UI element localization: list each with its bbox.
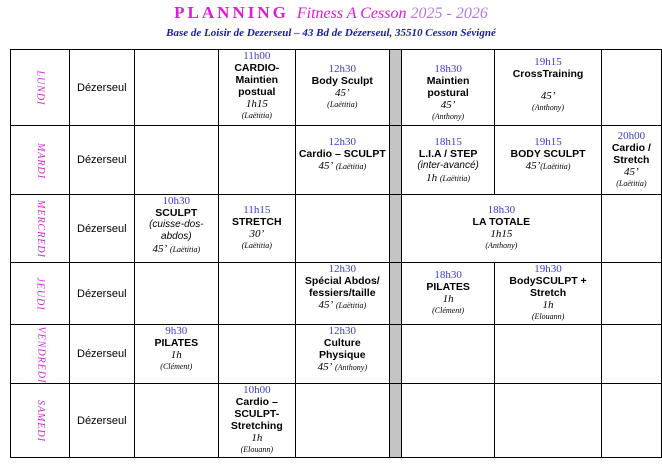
class-cell: [218, 384, 295, 458]
class-duration: 1h15: [245, 98, 268, 110]
class-cell: [495, 126, 601, 195]
title-season: 2025 - 2026: [410, 5, 488, 22]
class-name: Spécial Abdos/ fessiers/taille: [304, 275, 380, 299]
class-time: 19h30: [534, 263, 562, 275]
class-cell: [134, 195, 218, 263]
class-name: Body Sculpt: [311, 75, 373, 87]
class-duration-coach: [135, 243, 218, 256]
class-coach: (Clément): [432, 306, 465, 315]
class-coach: (Clément): [160, 362, 193, 371]
lunch-separator: [389, 263, 401, 325]
class-duration: 30’: [249, 228, 265, 240]
class-coach: (Elouann): [240, 445, 274, 454]
day-label-samedi: SAMEDI: [11, 384, 70, 458]
class-cell: [134, 325, 218, 384]
class-cell: [295, 50, 389, 126]
class-time: 18h30: [434, 269, 462, 281]
row-mardi: [11, 126, 662, 195]
class-coach: (Laëtitia): [241, 241, 272, 250]
class-duration: 1h15: [490, 228, 513, 240]
empty-cell: [218, 263, 295, 325]
class-coach: (Laëtitia): [327, 100, 358, 109]
address-subtitle: Base de Loisir de Dezerseul – 43 Bd de Dézerseul, 35510 Cesson Sévigné: [166, 27, 496, 39]
class-time: 18h30: [434, 63, 462, 75]
location-cell: Dézerseul: [70, 195, 135, 263]
class-duration: 45’: [525, 160, 541, 172]
class-duration-coach: [296, 160, 389, 173]
empty-cell: [401, 325, 494, 384]
class-name: CrossTraining: [512, 68, 584, 80]
page-title: [0, 3, 662, 23]
class-duration: 45’: [540, 90, 556, 102]
class-time: 9h30: [165, 325, 188, 337]
row-samedi: [11, 384, 662, 458]
row-vendredi: [11, 325, 662, 384]
class-time: 20h00: [617, 130, 646, 142]
class-duration: 45’: [440, 99, 456, 111]
class-coach: (Anthony): [485, 241, 518, 250]
class-duration-coach: [495, 160, 600, 173]
empty-cell: [134, 384, 218, 458]
class-duration: 1h: [442, 293, 454, 305]
empty-cell: [218, 126, 295, 195]
title-fitness-name: Fitness A Cesson: [296, 5, 407, 22]
schedule-table: [10, 49, 662, 458]
class-name: Cardio – SCULPT- Stretching: [230, 396, 283, 432]
empty-cell: [295, 384, 389, 458]
class-cell: [218, 195, 295, 263]
class-name: SCULPT: [155, 207, 198, 219]
class-cell: [495, 50, 601, 126]
class-time: 19h15: [534, 56, 562, 68]
class-duration: 45’: [152, 243, 168, 255]
location-cell: Dézerseul: [70, 50, 135, 126]
empty-cell: [134, 126, 218, 195]
class-cell: [401, 195, 601, 263]
class-detail: (cuisse-dos-abdos): [149, 219, 204, 242]
class-name: Maintien postural: [426, 75, 470, 99]
class-coach: (Laëtitia): [335, 301, 367, 310]
empty-cell: [218, 325, 295, 384]
empty-cell: [401, 384, 494, 458]
day-label-mardi: MARDI: [11, 126, 70, 195]
class-coach: (Laëtitia): [540, 162, 571, 171]
class-cell: [401, 126, 494, 195]
class-name: Cardio / Stretch: [611, 142, 651, 166]
empty-cell: [601, 325, 661, 384]
class-time: 10h30: [162, 195, 191, 207]
class-coach: (Anthony): [532, 103, 565, 112]
lunch-separator: [389, 325, 401, 384]
class-time: 18h15: [434, 136, 462, 148]
class-name: CARDIO-Maintien postual: [234, 62, 280, 98]
empty-cell: [295, 195, 389, 263]
class-time: 18h30: [487, 204, 516, 216]
location-cell: Dézerseul: [70, 126, 135, 195]
lunch-separator: [389, 384, 401, 458]
class-name: LA TOTALE: [472, 216, 531, 228]
class-duration: 45’: [317, 361, 333, 373]
class-time: 12h30: [328, 325, 357, 337]
class-duration: 1h: [170, 349, 182, 361]
class-coach: (Laëtitia): [616, 179, 647, 188]
class-level: (inter-avancé): [417, 160, 479, 171]
row-jeudi: [11, 263, 662, 325]
class-coach: (Anthony): [432, 112, 465, 121]
class-duration: 45’: [624, 166, 639, 178]
empty-cell: [601, 50, 661, 126]
class-time: 10h00: [243, 384, 271, 396]
empty-cell: [601, 195, 661, 263]
lunch-separator: [389, 126, 401, 195]
lunch-separator: [389, 195, 401, 263]
class-time: 12h30: [328, 263, 357, 275]
class-cell: [401, 50, 494, 126]
day-label-lundi: LUNDI: [11, 50, 70, 126]
title-planning: PLANNING: [174, 3, 289, 22]
location-cell: Dézerseul: [70, 325, 135, 384]
empty-cell: [495, 384, 601, 458]
class-duration: 45’: [334, 87, 350, 99]
class-name: L.I.A / STEP: [418, 148, 478, 160]
class-coach: (Elouann): [531, 312, 565, 321]
empty-cell: [495, 325, 601, 384]
class-coach: (Laëtitia): [169, 245, 201, 254]
class-duration: 1h: [542, 299, 554, 311]
class-coach: (Anthony): [335, 363, 367, 372]
class-cell: [218, 50, 295, 126]
class-cell: [401, 263, 494, 325]
class-coach: (Laëtitia): [439, 174, 471, 183]
class-cell: [295, 126, 389, 195]
day-label-jeudi: JEUDI: [11, 263, 70, 325]
location-cell: Dézerseul: [70, 384, 135, 458]
day-label-vendredi: VENDREDI: [11, 325, 70, 384]
class-duration: 1h: [251, 432, 263, 444]
class-time: 11h15: [243, 204, 271, 216]
class-duration: 45’: [318, 299, 334, 311]
day-label-mercredi: MERCREDI: [11, 195, 70, 263]
class-name: PILATES: [154, 337, 199, 349]
class-time: 11h00: [243, 50, 271, 62]
class-name: BodySCULPT + Stretch: [509, 275, 587, 299]
empty-cell: [601, 263, 661, 325]
empty-cell: [134, 263, 218, 325]
class-duration: 1h: [426, 172, 438, 184]
class-cell: [295, 325, 389, 384]
class-cell: [495, 263, 601, 325]
class-name: PILATES: [426, 281, 470, 293]
class-name: Cardio – SCULPT: [298, 148, 386, 160]
row-lundi: [11, 50, 662, 126]
empty-cell: [134, 50, 218, 126]
class-coach: (Laëtitia): [241, 111, 272, 120]
class-name: BODY SCULPT: [510, 148, 586, 160]
class-time: 12h30: [328, 63, 357, 75]
location-cell: Dézerseul: [70, 263, 135, 325]
class-name: Culture Physique: [318, 337, 366, 361]
class-duration: 45’: [318, 160, 334, 172]
class-duration-coach: [402, 172, 494, 185]
class-time: 12h30: [328, 136, 357, 148]
class-time: 19h15: [534, 136, 562, 148]
class-cell: [295, 263, 389, 325]
class-cell: [601, 126, 661, 195]
class-duration-coach: [296, 361, 389, 374]
class-coach: (Laëtitia): [335, 162, 367, 171]
class-duration-coach: [296, 299, 389, 312]
empty-cell: [601, 384, 661, 458]
row-mercredi: [11, 195, 662, 263]
class-name: STRETCH: [232, 216, 282, 228]
lunch-separator: [389, 50, 401, 126]
